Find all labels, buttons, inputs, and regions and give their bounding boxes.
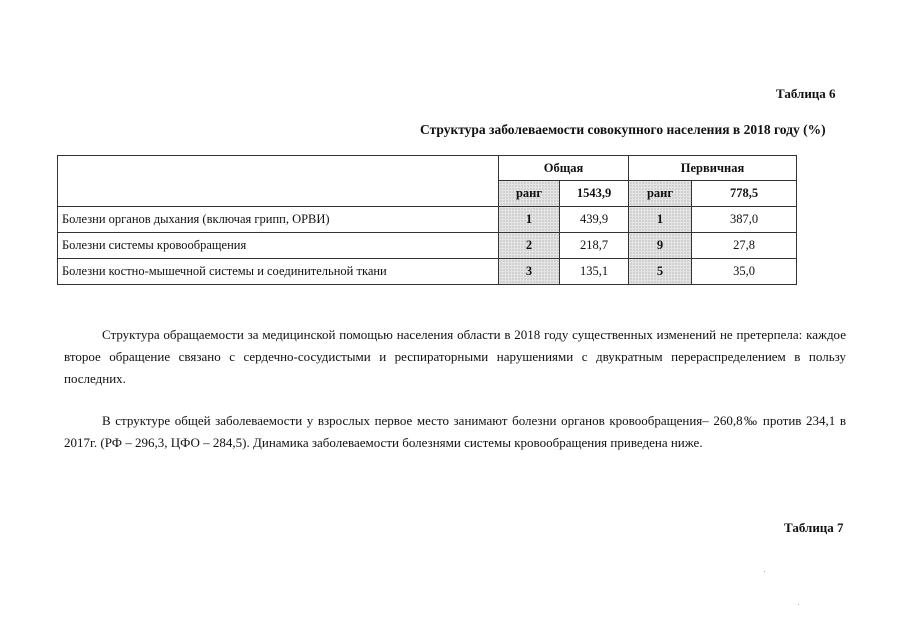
row-disease-name: Болезни системы кровообращения bbox=[58, 233, 499, 259]
row-primary-value: 387,0 bbox=[692, 207, 797, 233]
row-total-rank: 1 bbox=[499, 207, 560, 233]
row-primary-rank: 9 bbox=[629, 233, 692, 259]
table-6-title: Структура заболеваемости совокупного населения в 2018 году (%) bbox=[420, 122, 826, 137]
header-primary-value: 778,5 bbox=[692, 181, 797, 207]
morbidity-structure-table bbox=[57, 155, 797, 285]
row-primary-value: 27,8 bbox=[692, 233, 797, 259]
row-primary-value: 35,0 bbox=[692, 259, 797, 285]
row-primary-rank: 1 bbox=[629, 207, 692, 233]
scan-speck bbox=[764, 571, 765, 572]
row-total-rank: 3 bbox=[499, 259, 560, 285]
header-primary: Первичная bbox=[629, 156, 797, 181]
scan-speck bbox=[798, 604, 799, 605]
row-total-value: 439,9 bbox=[560, 207, 629, 233]
table-6-label: Таблица 6 bbox=[776, 86, 836, 101]
table-7-label: Таблица 7 bbox=[784, 520, 844, 535]
table-row bbox=[58, 259, 797, 285]
row-primary-rank: 5 bbox=[629, 259, 692, 285]
row-disease-name: Болезни костно-мышечной системы и соединительной ткани bbox=[58, 259, 499, 285]
table-corner-cell bbox=[58, 156, 499, 207]
header-total-value: 1543,9 bbox=[560, 181, 629, 207]
paragraph-2: В структуре общей заболеваемости у взрослых первое место занимают болезни органов кровообращения– 260,8‰ против 234,1 в 2017г. (РФ – 296,3, ЦФО – 284,5). Динамика заболеваемости болезнями системы кровообращения приведена ниже. bbox=[64, 413, 846, 450]
table-row bbox=[58, 233, 797, 259]
table-header-row-1 bbox=[58, 156, 797, 181]
row-total-value: 218,7 bbox=[560, 233, 629, 259]
paragraph-1: Структура обращаемости за медицинской помощью населения области в 2018 году существенных изменений не претерпела: каждое второе обращение связано с сердечно-сосудистыми и респираторными нарушениями с двукратным перераспределением в пользу последних. bbox=[64, 327, 846, 386]
header-total-rank: ранг bbox=[499, 181, 560, 207]
row-total-rank: 2 bbox=[499, 233, 560, 259]
header-primary-rank: ранг bbox=[629, 181, 692, 207]
row-total-value: 135,1 bbox=[560, 259, 629, 285]
table-row bbox=[58, 207, 797, 233]
row-disease-name: Болезни органов дыхания (включая грипп, ОРВИ) bbox=[58, 207, 499, 233]
header-total: Общая bbox=[499, 156, 629, 181]
